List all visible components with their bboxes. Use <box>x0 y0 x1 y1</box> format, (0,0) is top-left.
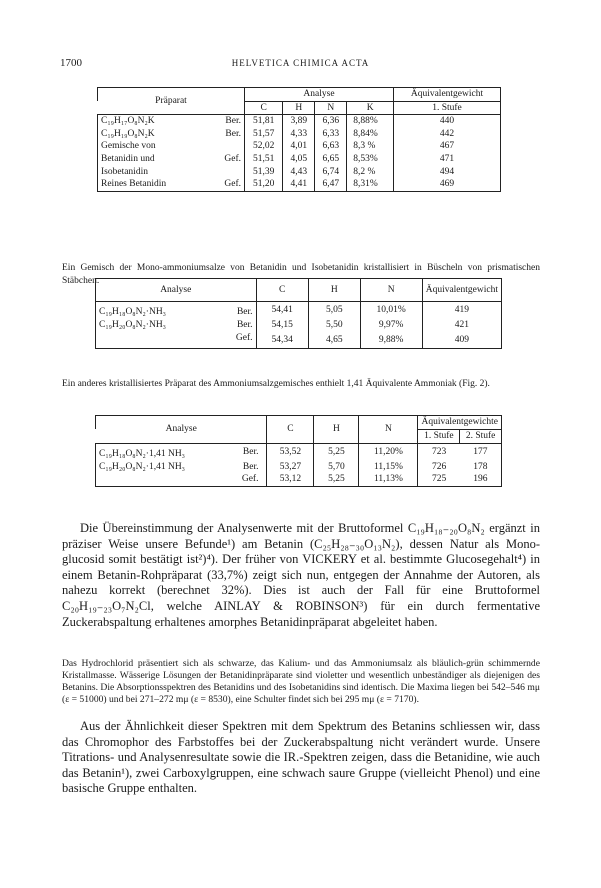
value-n: 11,15% <box>359 460 418 473</box>
header-c: C <box>256 279 308 302</box>
praeparat-name: Isobetanidin <box>101 166 148 177</box>
value-c: 51,20 <box>245 178 283 191</box>
header-aequivalentgewicht: Äquivalentgewicht <box>422 279 501 302</box>
praeparat-cell <box>98 166 245 179</box>
ber-gef-label: Ber. <box>242 446 259 457</box>
table-row <box>96 443 502 460</box>
table-row <box>98 140 501 153</box>
ber-gef-label: Ber. <box>225 116 241 127</box>
table-row <box>98 153 501 166</box>
value-h: 4,05 <box>283 153 315 166</box>
value-h: 5,70 <box>314 460 359 473</box>
formula: C₁₉H₁₈O₈N₂·NH₃ <box>99 307 166 318</box>
value-c: 51,39 <box>245 166 283 179</box>
value-stufe-2: 178 <box>460 460 502 473</box>
ber-gef-label: Gef. <box>235 332 253 343</box>
caption-1: Ein Gemisch der Mono-ammoniumsalze von Betanidin und Isobetanidin kristallisiert in Büscheln von prismatischen Stäbchen. <box>62 263 540 286</box>
value-n: 6,74 <box>315 166 347 179</box>
table-row <box>98 178 501 191</box>
value-aequivalent: 440 <box>394 115 501 128</box>
table-row <box>96 302 502 319</box>
header-analyse: Analyse <box>96 279 257 302</box>
header-h: H <box>308 279 360 302</box>
value-k: 8,84% <box>347 128 394 141</box>
praeparat-name: C₁₉H₁₇O₈N₂K <box>101 116 155 127</box>
analyse-cell <box>96 319 257 332</box>
value-h: 4,33 <box>283 128 315 141</box>
value-c: 51,81 <box>245 115 283 128</box>
header-n: N <box>315 101 347 115</box>
value-c: 51,57 <box>245 128 283 141</box>
value-n: 6,65 <box>315 153 347 166</box>
page-number: 1700 <box>60 57 82 69</box>
ber-gef-label: Ber. <box>236 307 253 318</box>
value-c: 53,52 <box>267 443 314 460</box>
value-n: 9,97% <box>360 319 422 332</box>
value-h: 4,65 <box>308 332 360 349</box>
value-aequivalent: 494 <box>394 166 501 179</box>
value-h: 4,43 <box>283 166 315 179</box>
analyse-cell <box>96 302 257 319</box>
value-aequivalent: 419 <box>422 302 501 319</box>
ber-gef-label: Gef. <box>224 179 241 190</box>
table-row <box>96 319 502 332</box>
formula: C₁₉H₂₀O₈N₂·NH₃ <box>99 319 166 330</box>
header-aequivalentgewichte: Äquivalentgewichte <box>418 416 502 430</box>
value-h: 5,05 <box>308 302 360 319</box>
value-h: 4,01 <box>283 140 315 153</box>
ber-gef-label: Ber. <box>242 461 259 472</box>
table-row <box>98 128 501 141</box>
praeparat-name: C₁₉H₁₉O₈N₂K <box>101 128 155 139</box>
header-h: H <box>283 101 315 115</box>
value-c: 53,27 <box>267 460 314 473</box>
praeparat-name: Gemische von <box>101 141 156 152</box>
praeparat-name: Reines Betanidin <box>101 179 167 190</box>
header-stufe-2: 2. Stufe <box>460 429 502 443</box>
header-c: C <box>267 416 314 444</box>
value-c: 51,51 <box>245 153 283 166</box>
table-row <box>96 473 502 486</box>
value-n: 11,20% <box>359 443 418 460</box>
value-aequivalent: 469 <box>394 178 501 191</box>
header-analyse: Analyse <box>96 416 267 444</box>
value-aequivalent: 467 <box>394 140 501 153</box>
value-stufe-1: 725 <box>418 473 460 486</box>
ber-gef-label: Ber. <box>236 319 253 330</box>
formula: C₁₉H₁₈O₈N₂·1,41 NH₃ <box>96 443 227 460</box>
value-stufe-2: 177 <box>460 443 502 460</box>
caption-2: Ein anderes kristallisiertes Präparat des Ammoniumsalzgemisches enthielt 1,41 Äquivalente Ammoniak (Fig. 2). <box>62 379 490 389</box>
value-c: 54,15 <box>256 319 308 332</box>
value-n: 9,88% <box>360 332 422 349</box>
header-aequivalentgewicht: Äquivalentgewicht <box>394 88 501 102</box>
value-c: 52,02 <box>245 140 283 153</box>
value-stufe-1: 726 <box>418 460 460 473</box>
praeparat-cell <box>98 128 245 141</box>
value-h: 5,25 <box>314 473 359 486</box>
value-n: 10,01% <box>360 302 422 319</box>
paragraph-1: Die Übereinstimmung der Analysenwerte mit der Bruttoformel C₁₉H₁₈₋₂₀O₈N₂ ergänzt in präziser Weise unsere Befunde¹) am Betanin (C₂₅H₂₈₋₃₀O₁₃N₂), dessen Natur als Mono-glucosid somit bestätigt ist²)⁴). Der früher von VICKERY et al. bestimmte Glucosegehalt⁴) in einem Betanin-Rohpräparat (33,7%) zeigt sich nun, entgegen der Annahme der Autoren, als nahezu korrekt (berechnet 32%). Dies ist auch der Fall für eine Bruttoformel C₂₀H₁₉₋₂₃O₇N₂Cl, welche AINLAY & ROBINSON³) für ein durch fermentative Zuckerabspaltung erhaltenes amorphes Betanidinpräparat abgeleitet haben. <box>62 521 540 629</box>
table-potassium-salts <box>97 87 501 192</box>
value-c: 54,34 <box>256 332 308 349</box>
praeparat-cell <box>98 178 245 191</box>
table-row <box>98 166 501 179</box>
table-ammonium-salts <box>95 278 502 349</box>
header-stufe: 1. Stufe <box>394 101 501 115</box>
value-k: 8,53% <box>347 153 394 166</box>
value-k: 8,2 % <box>347 166 394 179</box>
value-aequivalent: 471 <box>394 153 501 166</box>
value-n: 11,13% <box>359 473 418 486</box>
value-h: 4,41 <box>283 178 315 191</box>
table-ammonia-salts <box>95 415 502 487</box>
table-row <box>96 460 502 473</box>
header-k: K <box>347 101 394 115</box>
header-n: N <box>359 416 418 444</box>
value-k: 8,3 % <box>347 140 394 153</box>
value-aequivalent: 421 <box>422 319 501 332</box>
ber-gef-label: Gef. <box>224 154 241 165</box>
value-c: 54,41 <box>256 302 308 319</box>
ber-gef-label: Ber. <box>225 128 241 139</box>
header-h: H <box>314 416 359 444</box>
praeparat-cell <box>98 153 245 166</box>
value-h: 5,50 <box>308 319 360 332</box>
praeparat-cell <box>98 115 245 128</box>
value-aequivalent: 409 <box>422 332 501 349</box>
paragraph-2-footnote: Das Hydrochlorid präsentiert sich als schwarze, das Kalium- und das Ammoniumsalz als bläulich-grün schimmernde Kristallmasse. Wässerige Lösungen der Betanidinpräparate sind violetter und wesentlich unbeständiger als diejenigen des Betanins. Die Absorptionsspektren des Betanidins und des Isobetanidins sind identisch. Die Maxima liegen bei 542–546 mμ (ε = 51000) und bei 271–272 mμ (ε = 8530), eine Schulter findet sich bei 295 mμ (ε = 7170). <box>62 658 540 705</box>
header-n: N <box>360 279 422 302</box>
value-k: 8,88% <box>347 115 394 128</box>
header-c: C <box>245 101 283 115</box>
value-n: 6,33 <box>315 128 347 141</box>
header-stufe-1: 1. Stufe <box>418 429 460 443</box>
value-n: 6,63 <box>315 140 347 153</box>
value-stufe-1: 723 <box>418 443 460 460</box>
paragraph-3: Aus der Ähnlichkeit dieser Spektren mit dem Spektrum des Betanins schliessen wir, dass das Chromophor des Farbstoffes bei der Zuckerabspaltung nicht verändert wurde. Unsere Titrations- und Analysenresultate sowie die IR.-Spektren zeigen, dass die Betanidine, wie auch das Betanin¹), zwei Carboxylgruppen, eine schwach saure Gruppe (vielleicht Phenol) und eine basische Gruppe enthalten. <box>62 719 540 796</box>
value-k: 8,31% <box>347 178 394 191</box>
table-row <box>96 332 502 349</box>
table-row <box>98 115 501 128</box>
praeparat-name: Betanidin und <box>101 154 155 165</box>
value-aequivalent: 442 <box>394 128 501 141</box>
praeparat-cell <box>98 140 245 153</box>
value-h: 5,25 <box>314 443 359 460</box>
formula <box>96 473 227 486</box>
value-n: 6,36 <box>315 115 347 128</box>
value-stufe-2: 196 <box>460 473 502 486</box>
header-praeparat: Präparat <box>98 88 245 115</box>
value-c: 53,12 <box>267 473 314 486</box>
value-n: 6,47 <box>315 178 347 191</box>
header-analyse: Analyse <box>245 88 394 102</box>
analyse-cell <box>96 332 257 349</box>
value-h: 3,89 <box>283 115 315 128</box>
journal-title: HELVETICA CHIMICA ACTA <box>231 58 370 68</box>
ber-gef-label: Gef. <box>227 473 267 486</box>
formula: C₁₉H₂₀O₈N₂·1,41 NH₃ <box>96 460 227 473</box>
